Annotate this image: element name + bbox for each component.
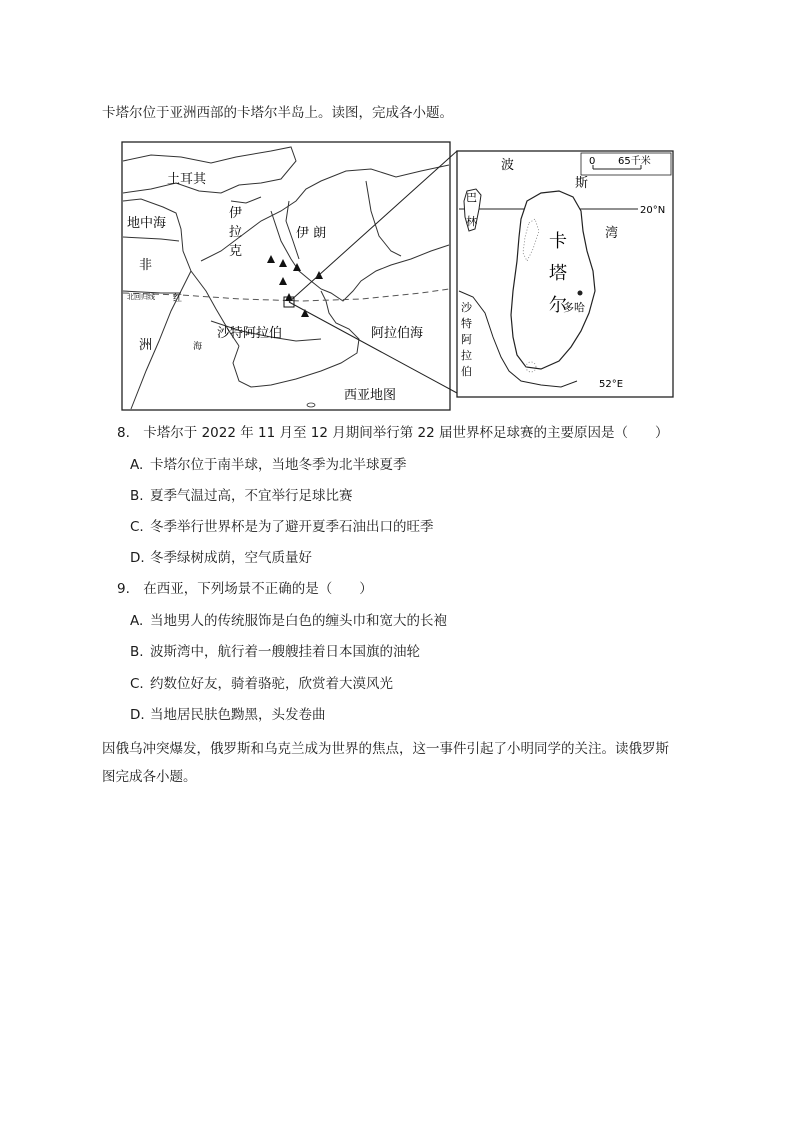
q8-option-b: B. 夏季气温过高，不宜举行足球比赛 bbox=[130, 488, 353, 504]
label-bahrain-2: 林 bbox=[466, 215, 477, 228]
label-doha: 多哈 bbox=[563, 301, 585, 314]
label-saudi: 沙特阿拉伯 bbox=[217, 326, 283, 341]
west-asia-map bbox=[122, 142, 450, 410]
label-africa-1: 非 bbox=[139, 258, 153, 273]
label-red-sea-1: 红 bbox=[173, 294, 183, 304]
label-red-sea-2: 海 bbox=[193, 342, 203, 352]
label-gulf-1: 波 bbox=[501, 158, 515, 173]
label-iraq-2: 拉 bbox=[229, 225, 243, 240]
question-9-text: 在西亚，下列场景不正确的是（ ） bbox=[143, 581, 373, 597]
q9-option-d: D. 当地居民肤色黝黑，头发卷曲 bbox=[130, 707, 326, 723]
q8-option-c: C. 冬季举行世界杯是为了避开夏季石油出口的旺季 bbox=[130, 519, 434, 535]
label-qatar-1: 卡 bbox=[549, 231, 567, 252]
label-mediterranean: 地中海 bbox=[127, 216, 167, 231]
question-8-number: 8. bbox=[117, 425, 130, 441]
label-gulf-2: 斯 bbox=[575, 176, 589, 191]
qatar-map bbox=[457, 151, 673, 397]
label-qatar-2: 塔 bbox=[549, 263, 567, 284]
label-52e: 52°E bbox=[599, 379, 624, 390]
intro-text-russia-line1: 因俄乌冲突爆发，俄罗斯和乌克兰成为世界的焦点，这一事件引起了小明同学的关注。读俄罗斯 bbox=[102, 741, 669, 757]
q8-option-a: A. 卡塔尔位于南半球，当地冬季为北半球夏季 bbox=[130, 457, 407, 473]
label-saudi-4: 拉 bbox=[461, 349, 472, 362]
question-8-text: 卡塔尔于 2022 年 11 月至 12 月期间举行第 22 届世界杯足球赛的主要原因是（ ） bbox=[143, 425, 669, 441]
label-bahrain-1: 巴 bbox=[466, 191, 477, 204]
label-iraq-3: 克 bbox=[229, 244, 243, 259]
label-gulf-3: 湾 bbox=[605, 226, 619, 241]
intro-text-qatar: 卡塔尔位于亚洲西部的卡塔尔半岛上。读图，完成各小题。 bbox=[102, 105, 453, 121]
label-saudi-5: 伯 bbox=[461, 365, 472, 378]
scale-zero: 0 bbox=[589, 156, 596, 167]
question-9-number: 9. bbox=[117, 581, 130, 597]
label-saudi-3: 阿 bbox=[461, 333, 472, 346]
label-20n: 20°N bbox=[640, 205, 666, 216]
label-turkey: 土耳其 bbox=[167, 172, 207, 187]
label-qatar-3: 尔 bbox=[549, 295, 567, 316]
q9-option-c: C. 约数位好友，骑着骆驼，欣赏着大漠风光 bbox=[130, 676, 393, 692]
label-iraq-1: 伊 bbox=[229, 206, 243, 221]
label-saudi-1: 沙 bbox=[461, 301, 472, 314]
question-8 bbox=[117, 424, 669, 442]
label-map-title: 西亚地图 bbox=[344, 388, 397, 403]
label-africa-2: 洲 bbox=[139, 338, 153, 353]
doha-marker bbox=[578, 291, 583, 296]
q8-option-d: D. 冬季绿树成荫，空气质量好 bbox=[130, 550, 312, 566]
map-figure bbox=[121, 141, 676, 411]
label-saudi-2: 特 bbox=[461, 317, 472, 330]
label-tropic: 北回归线 bbox=[127, 293, 155, 301]
intro-text-russia-line2: 图完成各小题。 bbox=[102, 769, 197, 785]
q9-option-b: B. 波斯湾中，航行着一艘艘挂着日本国旗的油轮 bbox=[130, 644, 420, 660]
map-svg bbox=[121, 141, 676, 411]
q9-option-a: A. 当地男人的传统服饰是白色的缠头巾和宽大的长袍 bbox=[130, 613, 447, 629]
scale-distance: 65千米 bbox=[618, 156, 651, 167]
label-iran: 伊 朗 bbox=[296, 226, 327, 241]
label-arabian-sea: 阿拉伯海 bbox=[371, 326, 424, 341]
question-9 bbox=[117, 580, 373, 598]
